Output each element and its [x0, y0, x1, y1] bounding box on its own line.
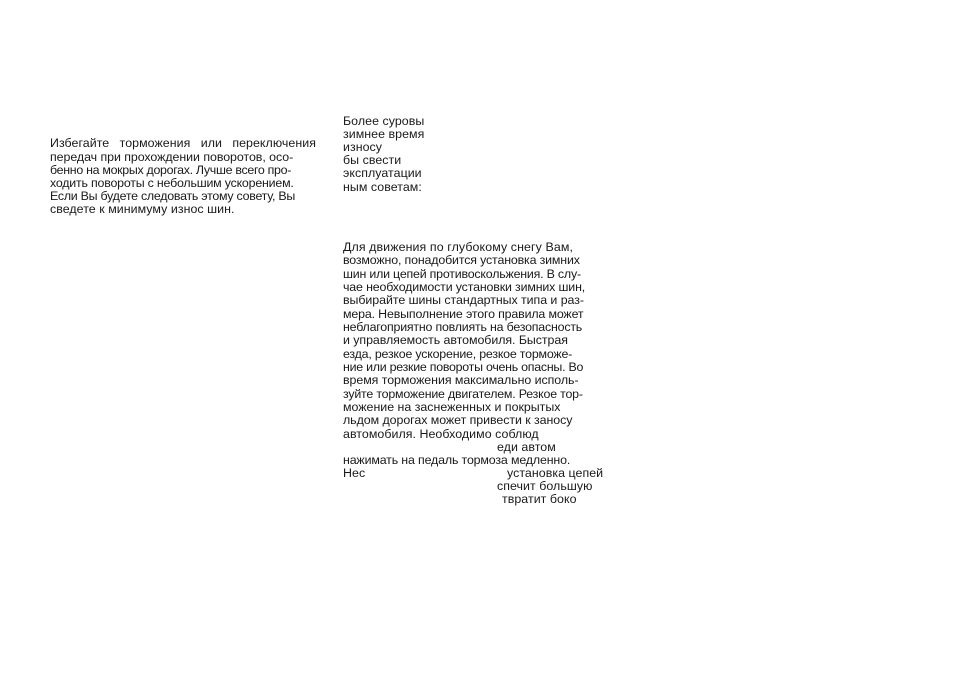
fragment-piece-2: нажимать на педаль тормоза медленно.	[343, 453, 571, 467]
right-line-1: Для движения по глубокому снегу Вам,	[343, 240, 573, 254]
right-line-5: выбирайте шины стандартных типа и раз-	[343, 293, 584, 307]
right-line-9: езда, резкое ускорение, резкое торможе-	[343, 347, 573, 361]
fragment-piece-4: спечит большую	[497, 479, 593, 493]
left-line-6: сведете к минимуму износ шин.	[50, 202, 235, 216]
fragment-line-2: зимнее время	[343, 127, 425, 141]
word: Избегайте	[50, 136, 110, 150]
left-line-1	[50, 137, 316, 150]
right-line-3: шин или цепей противоскольжения. В слу-	[343, 267, 581, 281]
right-line-14: льдом дорогах может привести к заносу	[343, 413, 573, 427]
word: или	[200, 136, 222, 150]
left-line-2: передач при прохождении поворотов, осо-	[50, 150, 294, 164]
right-line-10: ние или резкие повороты очень опасны. Во	[343, 360, 584, 374]
fragment-line-4: бы свести	[343, 153, 402, 167]
fragment-piece-1: еди автом	[497, 440, 556, 454]
fragment-line-5: эксплуатации	[343, 166, 422, 180]
left-line-3: бенно на мокрых дорогах. Лучше всего про-	[50, 163, 292, 177]
right-line-2: возможно, понадобится установка зимних	[343, 253, 580, 267]
right-line-12: зуйте торможение двигателем. Резкое тор-	[343, 387, 583, 401]
fragment-piece-3a: Нес	[343, 466, 366, 480]
right-line-11: время торможения максимально исполь-	[343, 373, 579, 387]
left-line-5: Если Вы будете следовать этому совету, Вы	[50, 189, 296, 203]
right-line-15: автомобиля. Необходимо соблюд	[343, 427, 539, 441]
left-line-4: ходить повороты с небольшим ускорением.	[50, 176, 294, 190]
fragment-line-6: ным советам:	[343, 180, 422, 194]
fragment-line-3: износу	[343, 140, 383, 154]
fragment-line-1: Более суровы	[343, 114, 425, 128]
fragment-piece-3b: установка цепей	[507, 466, 604, 480]
right-line-8: и управляемость автомобиля. Быстрая	[343, 333, 568, 347]
fragment-piece-5: твратит боко	[502, 492, 577, 506]
word: торможения	[119, 136, 191, 150]
right-line-4: чае необходимости установки зимних шин,	[343, 280, 586, 294]
right-line-6: мера. Невыполнение этого правила может	[343, 307, 584, 321]
right-line-13: можение на заснеженных и покрытых	[343, 400, 561, 414]
word: переключения	[232, 136, 316, 150]
right-line-7: неблагоприятно повлиять на безопасность	[343, 320, 583, 334]
